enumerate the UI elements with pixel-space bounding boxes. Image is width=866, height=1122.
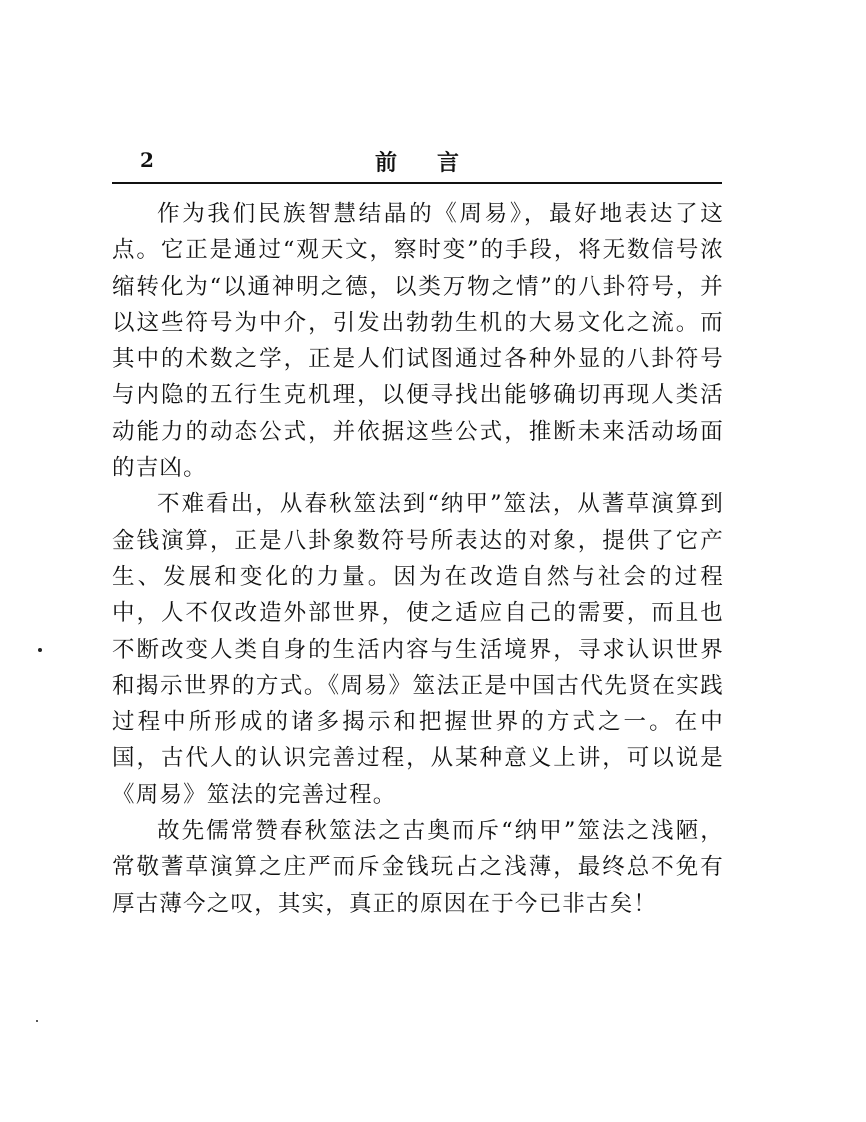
page-header: [112, 142, 722, 184]
page-body: [112, 196, 724, 922]
scan-speck: [38, 648, 42, 652]
paragraph-2: 不难看出，从春秋筮法到“纳甲”筮法，从蓍草演算到金钱演算，正是八卦象数符号所表达的对象，提供了它产生、发展和变化的力量。因为在改造自然与社会的过程中，人不仅改造外部世界，使之适应自己的需要，而且也不断改变人类自身的生活内容与生活境界，寻求认识世界和揭示世界的方式。《周易》筮法正是中国古代先贤在实践过程中所形成的诸多揭示和把握世界的方式之一。在中国，古代人的认识完善过程，从某种意义上讲，可以说是《周易》筮法的完善过程。: [112, 491, 724, 808]
page-number: 2: [140, 148, 154, 172]
running-title: 前言: [374, 150, 499, 176]
scan-speck: [36, 1020, 38, 1022]
paragraph-3: 故先儒常赞春秋筮法之古奥而斥“纳甲”筮法之浅陋，常敬蓍草演算之庄严而斥金钱玩占之浅薄，最终总不免有厚古薄今之叹，其实，真正的原因在于今已非古矣！: [112, 818, 724, 917]
paragraph-1: 作为我们民族智慧结晶的《周易》，最好地表达了这点。它正是通过“观天文，察时变”的手段，将无数信号浓缩转化为“以通神明之德，以类万物之情”的八卦符号，并以这些符号为中介，引发出勃勃生机的大易文化之流。而其中的术数之学，正是人们试图通过各种外显的八卦符号与内隐的五行生克机理，以便寻找出能够确切再现人类活动能力的动态公式，并依据这些公式，推断未来活动场面的吉凶。: [112, 201, 724, 482]
